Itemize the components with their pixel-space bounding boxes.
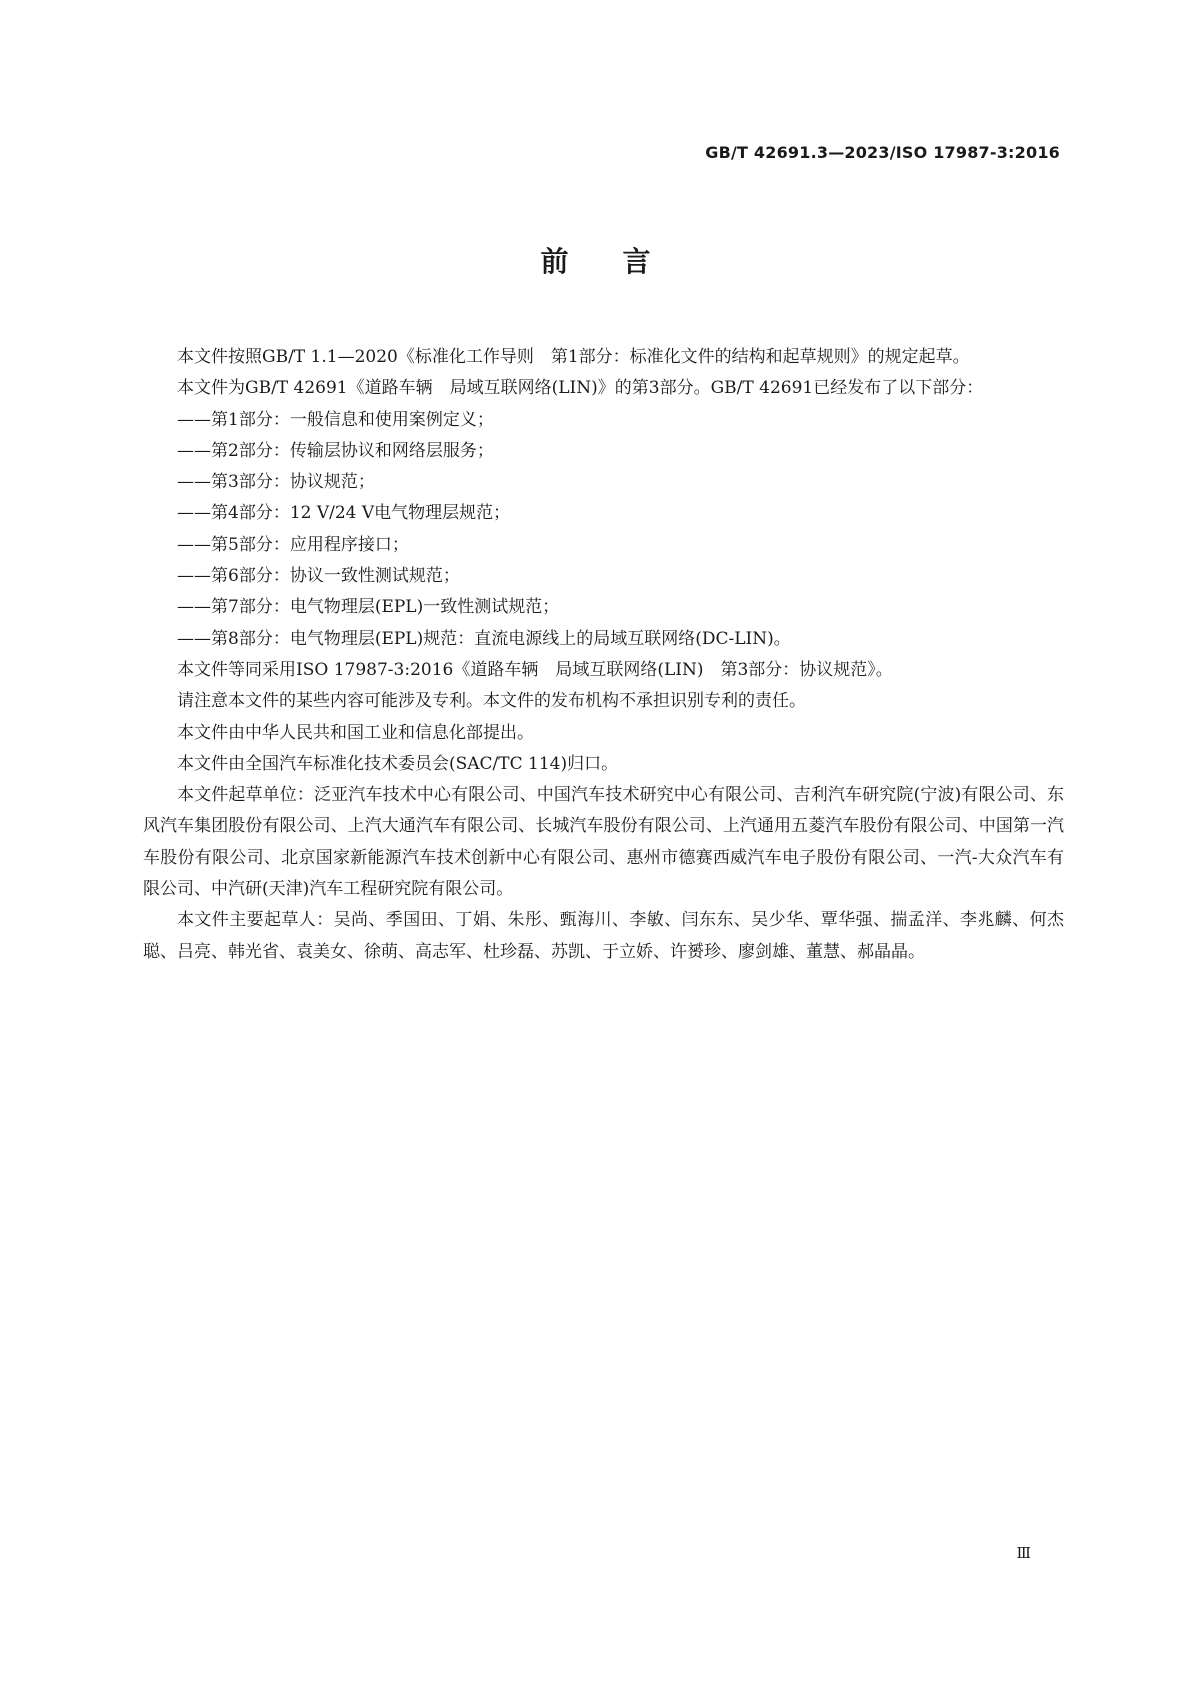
list-item: ——第2部分：传输层协议和网络层服务； <box>177 440 494 461</box>
paragraph-series-intro: 本文件为GB/T 42691《道路车辆 局域互联网络(LIN)》的第3部分。GB/T 42691已经发布了以下部分： <box>177 378 984 399</box>
foreword-body <box>143 342 1064 968</box>
paragraph-drafting-units: 本文件起草单位：泛亚汽车技术中心有限公司、中国汽车技术研究中心有限公司、吉利汽车研究院(宁波)有限公司、东风汽车集团股份有限公司、上汽大通汽车有限公司、长城汽车股份有限公司、上汽通用五菱汽车股份有限公司、中国第一汽车股份有限公司、北京国家新能源汽车技术创新中心有限公司、惠州市德赛西威汽车电子股份有限公司、一汽-大众汽车有限公司、中汽研(天津)汽车工程研究院有限公司。 <box>143 785 1064 900</box>
document-code: GB/T 42691.3—2023/ISO 17987-3:2016 <box>705 143 1060 162</box>
page-number: Ⅲ <box>1016 1544 1030 1562</box>
list-item: ——第1部分：一般信息和使用案例定义； <box>177 409 494 430</box>
list-item: ——第3部分：协议规范； <box>177 472 375 493</box>
list-item: ——第6部分：协议一致性测试规范； <box>177 566 460 587</box>
title-char-2: 言 <box>622 245 651 278</box>
paragraph-drafting-rules: 本文件按照GB/T 1.1—2020《标准化工作导则 第1部分：标准化文件的结构和起草规则》的规定起草。 <box>177 347 970 367</box>
paragraph-equivalence: 本文件等同采用ISO 17987-3:2016《道路车辆 局域互联网络(LIN) 第3部分：协议规范》。 <box>177 659 893 680</box>
page-title <box>0 240 1191 280</box>
list-item: ——第8部分：电气物理层(EPL)规范：直流电源线上的局域互联网络(DC-LIN)。 <box>177 628 791 649</box>
list-item: ——第7部分：电气物理层(EPL)一致性测试规范； <box>177 597 560 618</box>
title-char-1: 前 <box>540 245 569 278</box>
paragraph-drafters: 本文件主要起草人：吴尚、季国田、丁娟、朱彤、甄海川、李敏、闫东东、吴少华、覃华强、揣孟洋、李兆麟、何杰聪、吕亮、韩光省、袁美女、徐萌、高志军、杜珍磊、苏凯、于立娇、许赟珍、廖剑雄、董慧、郝晶晶。 <box>143 910 1064 962</box>
list-item: ——第4部分：12 V/24 V电气物理层规范； <box>177 503 511 524</box>
paragraph-patent-notice: 请注意本文件的某些内容可能涉及专利。本文件的发布机构不承担识别专利的责任。 <box>177 691 806 712</box>
paragraph-proposer: 本文件由中华人民共和国工业和信息化部提出。 <box>177 722 534 743</box>
paragraph-committee: 本文件由全国汽车标准化技术委员会(SAC/TC 114)归口。 <box>177 753 619 774</box>
list-item: ——第5部分：应用程序接口； <box>177 534 409 555</box>
